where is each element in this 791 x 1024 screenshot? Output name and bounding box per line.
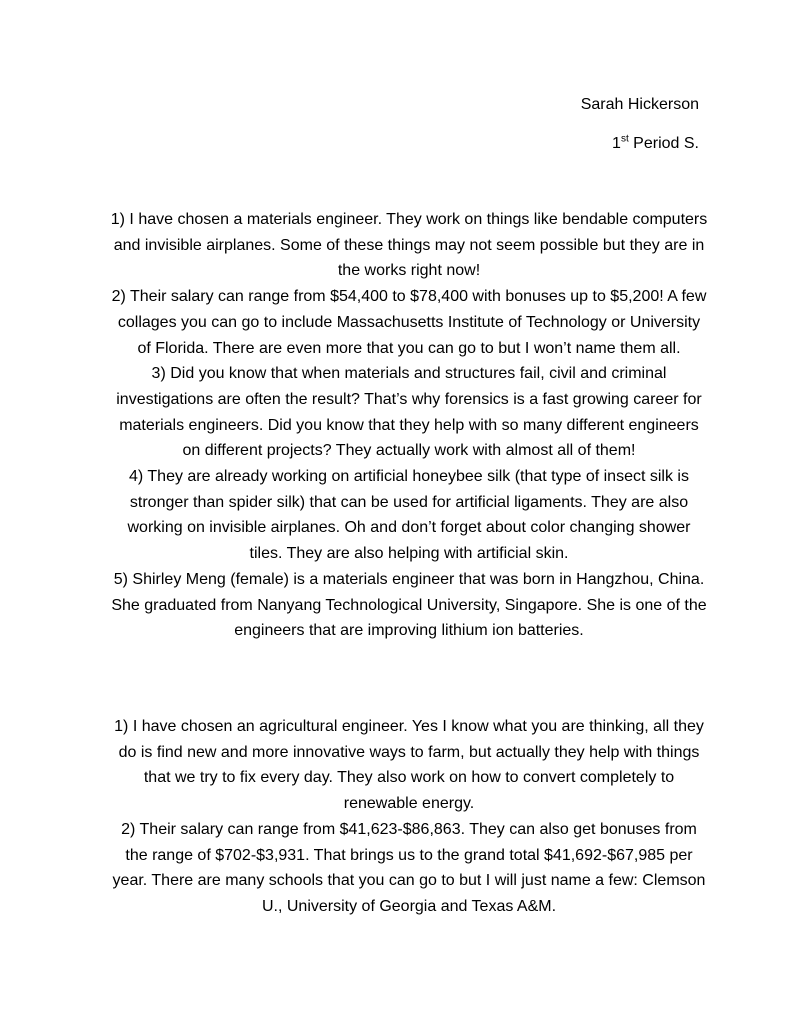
item-text: Their salary can range from $41,623-$86,863. They can also get bonuses from the range of $702-$3,931. That brings us to the grand total $41,692-$67,985 per year. There are many schools that you can go to but I will just name a few: Clemson U., University of Georgia and Texas A&M. — [112, 820, 706, 915]
list-item — [110, 817, 708, 920]
item-number: 1) — [114, 718, 129, 735]
agricultural-engineer-section — [110, 714, 708, 920]
item-text: I have chosen an agricultural engineer. Yes I know what you are thinking, all they do is find new and more innovative ways to farm, but actually they help with things that we try to fix every day. They also work on how to convert completely to renewable energy. — [118, 718, 704, 813]
list-item — [110, 464, 708, 567]
item-number: 1) — [110, 211, 125, 228]
list-item — [110, 284, 708, 361]
item-number: 3) — [151, 365, 166, 383]
list-item — [110, 714, 708, 817]
list-item — [110, 567, 708, 644]
item-number: 4) — [129, 468, 144, 486]
list-item — [110, 361, 708, 464]
period-number: 1 — [612, 135, 621, 152]
list-item — [110, 207, 708, 284]
item-text: Their salary can range from $54,400 to $78,400 with bonuses up to $5,200! A few collages you can go to include Massachusetts Institute of Technology or University of Florida. There are even more that you can go to but I won’t name them all. — [117, 288, 707, 357]
materials-engineer-section — [110, 207, 708, 644]
item-text: They are already working on artificial honeybee silk (that type of insect silk is stronger than spider silk) that can be used for artificial ligaments. They are also working on invisible airplanes. Oh and don’t forget about color changing shower tiles. They are also helping with artificial skin. — [127, 468, 691, 563]
item-number: 5) — [113, 570, 128, 588]
item-text: Did you know that when materials and structures fail, civil and criminal investigations are often the result? That’s why forensics is a fast growing career for materials engineers. Did you know that they help with so many different engineers on different projects? They actually work with almost all of them! — [116, 365, 702, 460]
item-number: 2) — [111, 288, 126, 306]
item-number: 2) — [121, 820, 136, 838]
period-label: Period S. — [628, 135, 699, 152]
item-text: I have chosen a materials engineer. They work on things like bendable computers and invisible airplanes. Some of these things may not seem possible but they are in the works right now! — [113, 211, 708, 280]
period-ordinal-suffix: st — [620, 133, 629, 145]
author-name: Sarah Hickerson — [580, 96, 699, 113]
item-text: Shirley Meng (female) is a materials engineer that was born in Hangzhou, China. She graduated from Nanyang Technological University, Singapore. She is one of the engineers that are improving lithium ion batteries. — [111, 570, 707, 640]
class-period — [612, 134, 699, 154]
